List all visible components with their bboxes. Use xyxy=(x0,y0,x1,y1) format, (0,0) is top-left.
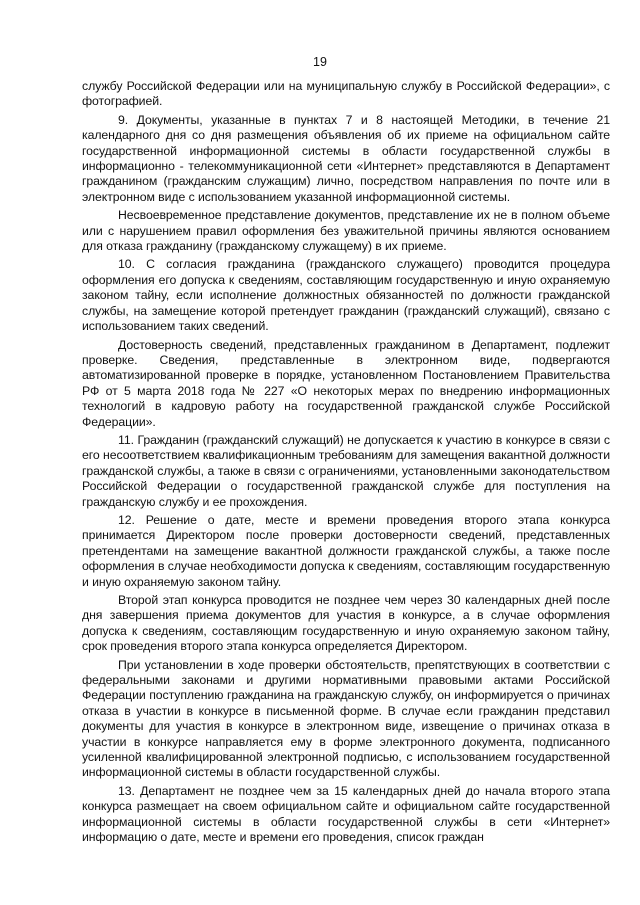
paragraph: службу Российской Федерации или на муниципальную службу в Российской Федерации», с фотографией. xyxy=(82,79,610,109)
paragraph: 9. Документы, указанные в пунктах 7 и 8 настоящей Методики, в течение 21 календарного дня со дня размещения объявления об их приеме на официальном сайте государственной информационной системы в области государственной службы в информационно - телекоммуникационной сети «Интернет» представляются в Департамент гражданином (гражданским служащим) лично, посредством направления по почте или в электронном виде с использованием указанной информационной системы. xyxy=(82,112,610,204)
paragraph: Достоверность сведений, представленных гражданином в Департамент, подлежит проверке. Сведения, представленные в электронном виде, подвергаются автоматизированной проверке в порядке, установленном Постановлением Правительства РФ от 5 марта 2018 года № 227 «О некоторых мерах по внедрению информационных технологий в кадровую работу на государственной гражданской службе Российской Федерации». xyxy=(82,337,610,429)
paragraph: 12. Решение о дате, месте и времени проведения второго этапа конкурса принимается Директором после проверки достоверности сведений, представленных претендентами на замещение вакантной должности гражданской службы, а также после оформления в случае необходимости допуска к сведениям, составляющим государственную и иную охраняемую законом тайну. xyxy=(82,512,611,589)
paragraph: 11. Гражданин (гражданский служащий) не допускается к участию в конкурсе в связи с его несоответствием квалификационным требованиям для замещения вакантной должности гражданской службы, а также в связи с ограничениями, установленными законодательством Российской Федерации о государственной гражданской службе для поступления на гражданскую службу и ее прохождения. xyxy=(82,432,610,509)
paragraph: Второй этап конкурса проводится не позднее чем через 30 календарных дней после дня завершения приема документов для участия в конкурсе, а в случае оформления допуска к сведениям, составляющим государственную и иную охраняемую законом тайну, срок проведения второго этапа конкурса определяется Директором. xyxy=(82,593,610,654)
document-body xyxy=(82,79,610,846)
paragraph: 13. Департамент не позднее чем за 15 календарных дней до начала второго этапа конкурса размещает на своем официальном сайте и официальном сайте государственной информационной системы в области государственной службы в сети «Интернет» информацию о дате, месте и времени его проведения, список граждан xyxy=(82,783,610,845)
paragraph: Несвоевременное представление документов, представление их не в полном объеме или с нарушением правил оформления без уважительной причины являются основанием для отказа гражданину (гражданскому служащему) в их приеме. xyxy=(82,208,610,254)
paragraph: 10. С согласия гражданина (гражданского служащего) проводится процедура оформления его допуска к сведениям, составляющим государственную и иную охраняемую законом тайну, если исполнение должностных обязанностей по должности гражданской службы, на замещение которой претендует гражданин (гражданский служащий), связано с использованием таких сведений. xyxy=(82,257,610,334)
paragraph: При установлении в ходе проверки обстоятельств, препятствующих в соответствии с федеральными законами и другими нормативными правовыми актами Российской Федерации поступлению гражданина на гражданскую службу, он информируется о причинах отказа в участии в конкурсе в письменной форме. В случае если гражданин представил документы для участия в конкурсе в электронном виде, извещение о причинах отказа в участии в конкурсе направляется ему в форме электронного документа, подписанного усиленной квалифицированной электронной подписью, с использованием государственной информационной системы в области государственной службы. xyxy=(82,657,610,780)
page-number: 19 xyxy=(313,55,327,69)
